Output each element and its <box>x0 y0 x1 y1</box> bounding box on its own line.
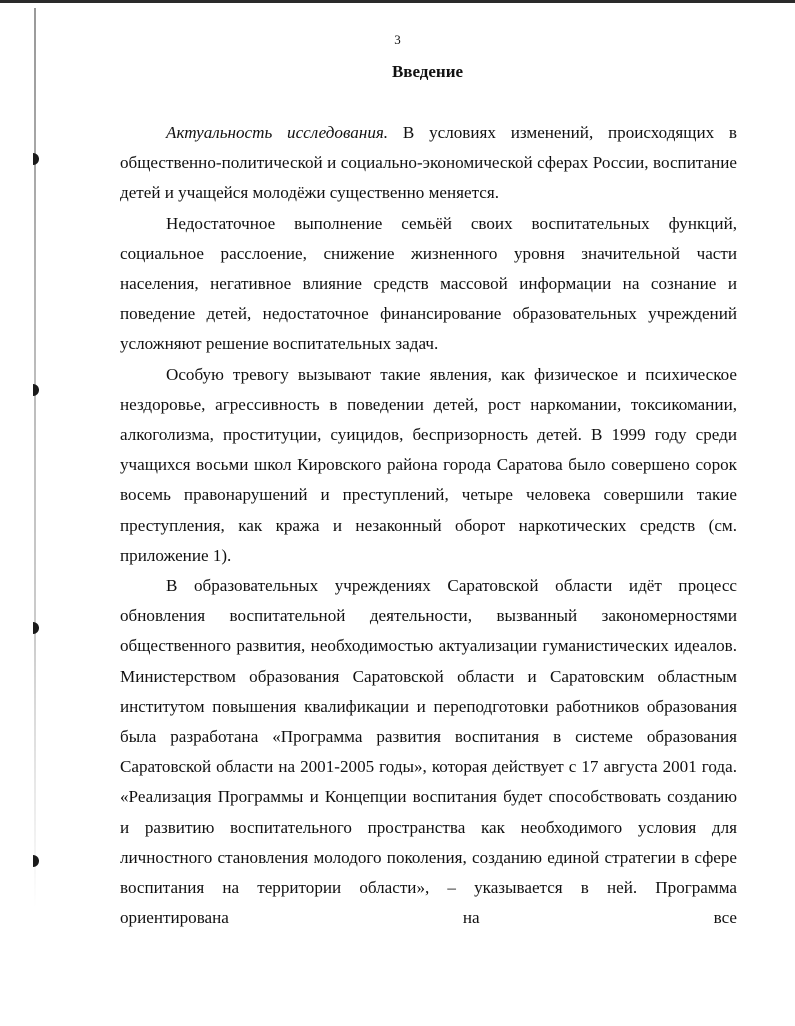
binder-hole-mark <box>33 622 39 634</box>
paragraph-lead-italic: Актуальность исследования. <box>166 123 389 142</box>
paragraph-concerns <box>120 360 737 571</box>
paragraph-text: Недостаточное выполнение семьёй своих воспитательных функций, социальное расслоение, снижение жизненного уровня значительной части населения, негативное влияние средств массовой информации на сознание и поведение детей, недостаточное финансирование образовательных учреждений усложняют решение воспитательных задач. <box>120 213 737 354</box>
paragraph-saratov-program <box>120 571 737 933</box>
binder-hole-mark <box>33 153 39 165</box>
body-text <box>120 118 737 933</box>
paragraph-text: В условиях изменений, происходящих в общественно-политической и социально-экономической сферах России, воспитание детей и учащейся молодёжи существенно меняется. <box>120 123 738 203</box>
scan-top-edge <box>0 0 795 3</box>
page-number: 3 <box>394 32 401 47</box>
section-heading: Введение <box>391 62 464 81</box>
paragraph-relevance <box>120 118 737 209</box>
paragraph-text: В образовательных учреждениях Саратовской области идёт процесс обновления воспитательной деятельности, вызванный закономерностями общественного развития, необходимостью актуализации гуманистических идеалов. Министерством образования Саратовской области и Саратовским областным институтом повышения квалификации и переподготовки работников образования была разработана «Программа развития воспитания в системе образования Саратовской области на 2001-2005 годы», которая действует с 17 августа 2001 года. «Реализация Программы и Концепции воспитания будет способствовать созданию и развитию воспитательного пространства как необходимого условия для личностного становления молодого поколения, созданию единой стратегии в сфере воспитания на территории области», – указывается в ней. Программа ориентирована на все <box>120 576 737 928</box>
scan-left-edge <box>34 8 36 908</box>
binder-hole-mark <box>33 384 39 396</box>
paragraph-text: Особую тревогу вызывают такие явления, как физическое и психическое нездоровье, агрессивность в поведении детей, рост наркомании, токсикомании, алкоголизма, проституции, суицидов, беспризорность детей. В 1999 году среди учащихся восьми школ Кировского района города Саратова было совершено сорок восемь правонарушений и преступлений, четыре человека совершили такие преступления, как кража и незаконный оборот наркотических средств (см. приложение 1). <box>120 364 737 565</box>
binder-hole-mark <box>33 855 39 867</box>
paragraph-family-functions <box>120 209 737 360</box>
